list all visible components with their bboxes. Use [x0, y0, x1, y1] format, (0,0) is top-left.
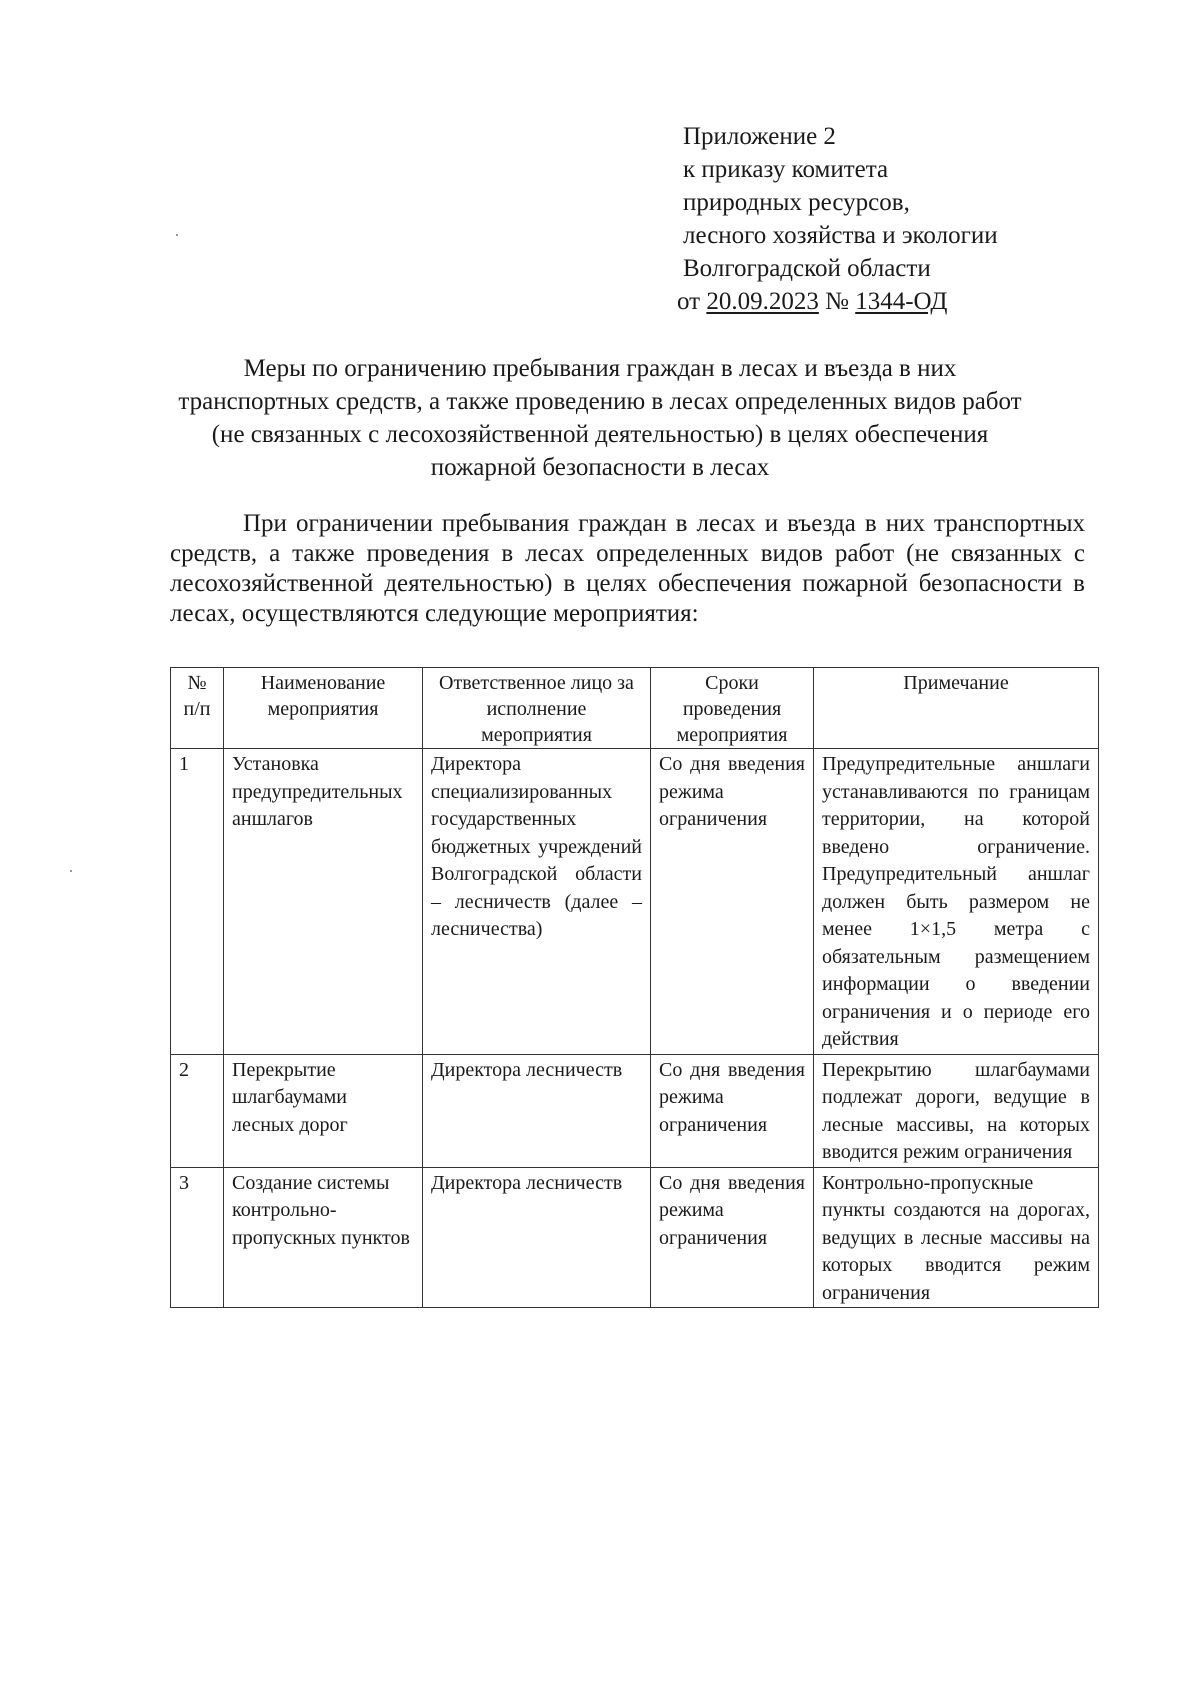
appendix-line: лесного хозяйства и экологии — [683, 222, 998, 249]
order-number: 1344-ОД — [855, 288, 948, 315]
header-note: Примечание — [814, 668, 1099, 749]
cell-name: Перекрытие шлагбаумами лесных дорог — [224, 1054, 423, 1167]
cell-timing: Со дня введения режима ограничения — [651, 1167, 814, 1308]
appendix-line: Приложение 2 — [683, 123, 836, 150]
cell-timing: Со дня введения режима ограничения — [651, 1054, 814, 1167]
document-title: Меры по ограничению пребывания граждан в лесах и въезда в них транспортных средств, а также проведению в лесах определенных видов работ (не связанных с лесохозяйственной деятельностью) в целях обеспечения пожарной безопасности в лесах — [178, 355, 1022, 481]
cell-number: 1 — [171, 749, 224, 1055]
cell-responsible: Директора лесничеств — [423, 1167, 651, 1308]
cell-note: Перекрытию шлагбаумами подлежат дороги, ведущие в лесные массивы, на которых вводится режим ограничения — [814, 1054, 1099, 1167]
order-date: 20.09.2023 — [706, 288, 819, 315]
scan-speck — [70, 870, 72, 872]
appendix-line: к приказу комитета — [683, 156, 889, 183]
number-prefix: № — [818, 288, 856, 315]
intro-paragraph: При ограничении пребывания граждан в лесах и въезда в них транспортных средств, а также проведения в лесах определенных видов работ (не связанных с лесохозяйственной деятельностью) в целях обеспечения пожарной безопасности в лесах, осуществляются следующие мероприятия: — [170, 510, 1085, 627]
measures-table — [170, 667, 1099, 1308]
cell-name: Создание системы контрольно-пропускных пунктов — [224, 1167, 423, 1308]
cell-responsible: Директора лесничеств — [423, 1054, 651, 1167]
cell-number: 3 — [171, 1167, 224, 1308]
appendix-block — [677, 120, 998, 318]
header-timing: Сроки проведения мероприятия — [651, 668, 814, 749]
cell-note: Предупредительные аншлаги устанавливаются по границам территории, на которой введено ограничение. Предупредительный аншлаг должен быть размером не менее 1×1,5 метра с обязательным размещением информации о введении ограничения и о периоде его действия — [814, 749, 1099, 1055]
table-row — [171, 1054, 1099, 1167]
appendix-line: природных ресурсов, — [683, 189, 910, 216]
cell-timing: Со дня введения режима ограничения — [651, 749, 814, 1055]
date-prefix: от — [677, 288, 707, 315]
header-number: № п/п — [171, 668, 224, 749]
table-row — [171, 749, 1099, 1055]
cell-note: Контрольно-пропускные пункты создаются на дорогах, ведущих в лесные массивы на которых вводится режим ограничения — [814, 1167, 1099, 1308]
cell-number: 2 — [171, 1054, 224, 1167]
scan-speck — [176, 234, 178, 236]
appendix-line: Волгоградской области — [683, 255, 931, 282]
header-name: Наименование мероприятия — [224, 668, 423, 749]
header-responsible: Ответственное лицо за исполнение мероприятия — [423, 668, 651, 749]
order-date-number-line — [677, 285, 998, 318]
table-row — [171, 1167, 1099, 1308]
cell-responsible: Директора специализированных государственных бюджетных учреждений Волгоградской области – лесничеств (далее – лесничества) — [423, 749, 651, 1055]
table-header-row — [171, 668, 1099, 749]
cell-name: Установка предупредительных аншлагов — [224, 749, 423, 1055]
